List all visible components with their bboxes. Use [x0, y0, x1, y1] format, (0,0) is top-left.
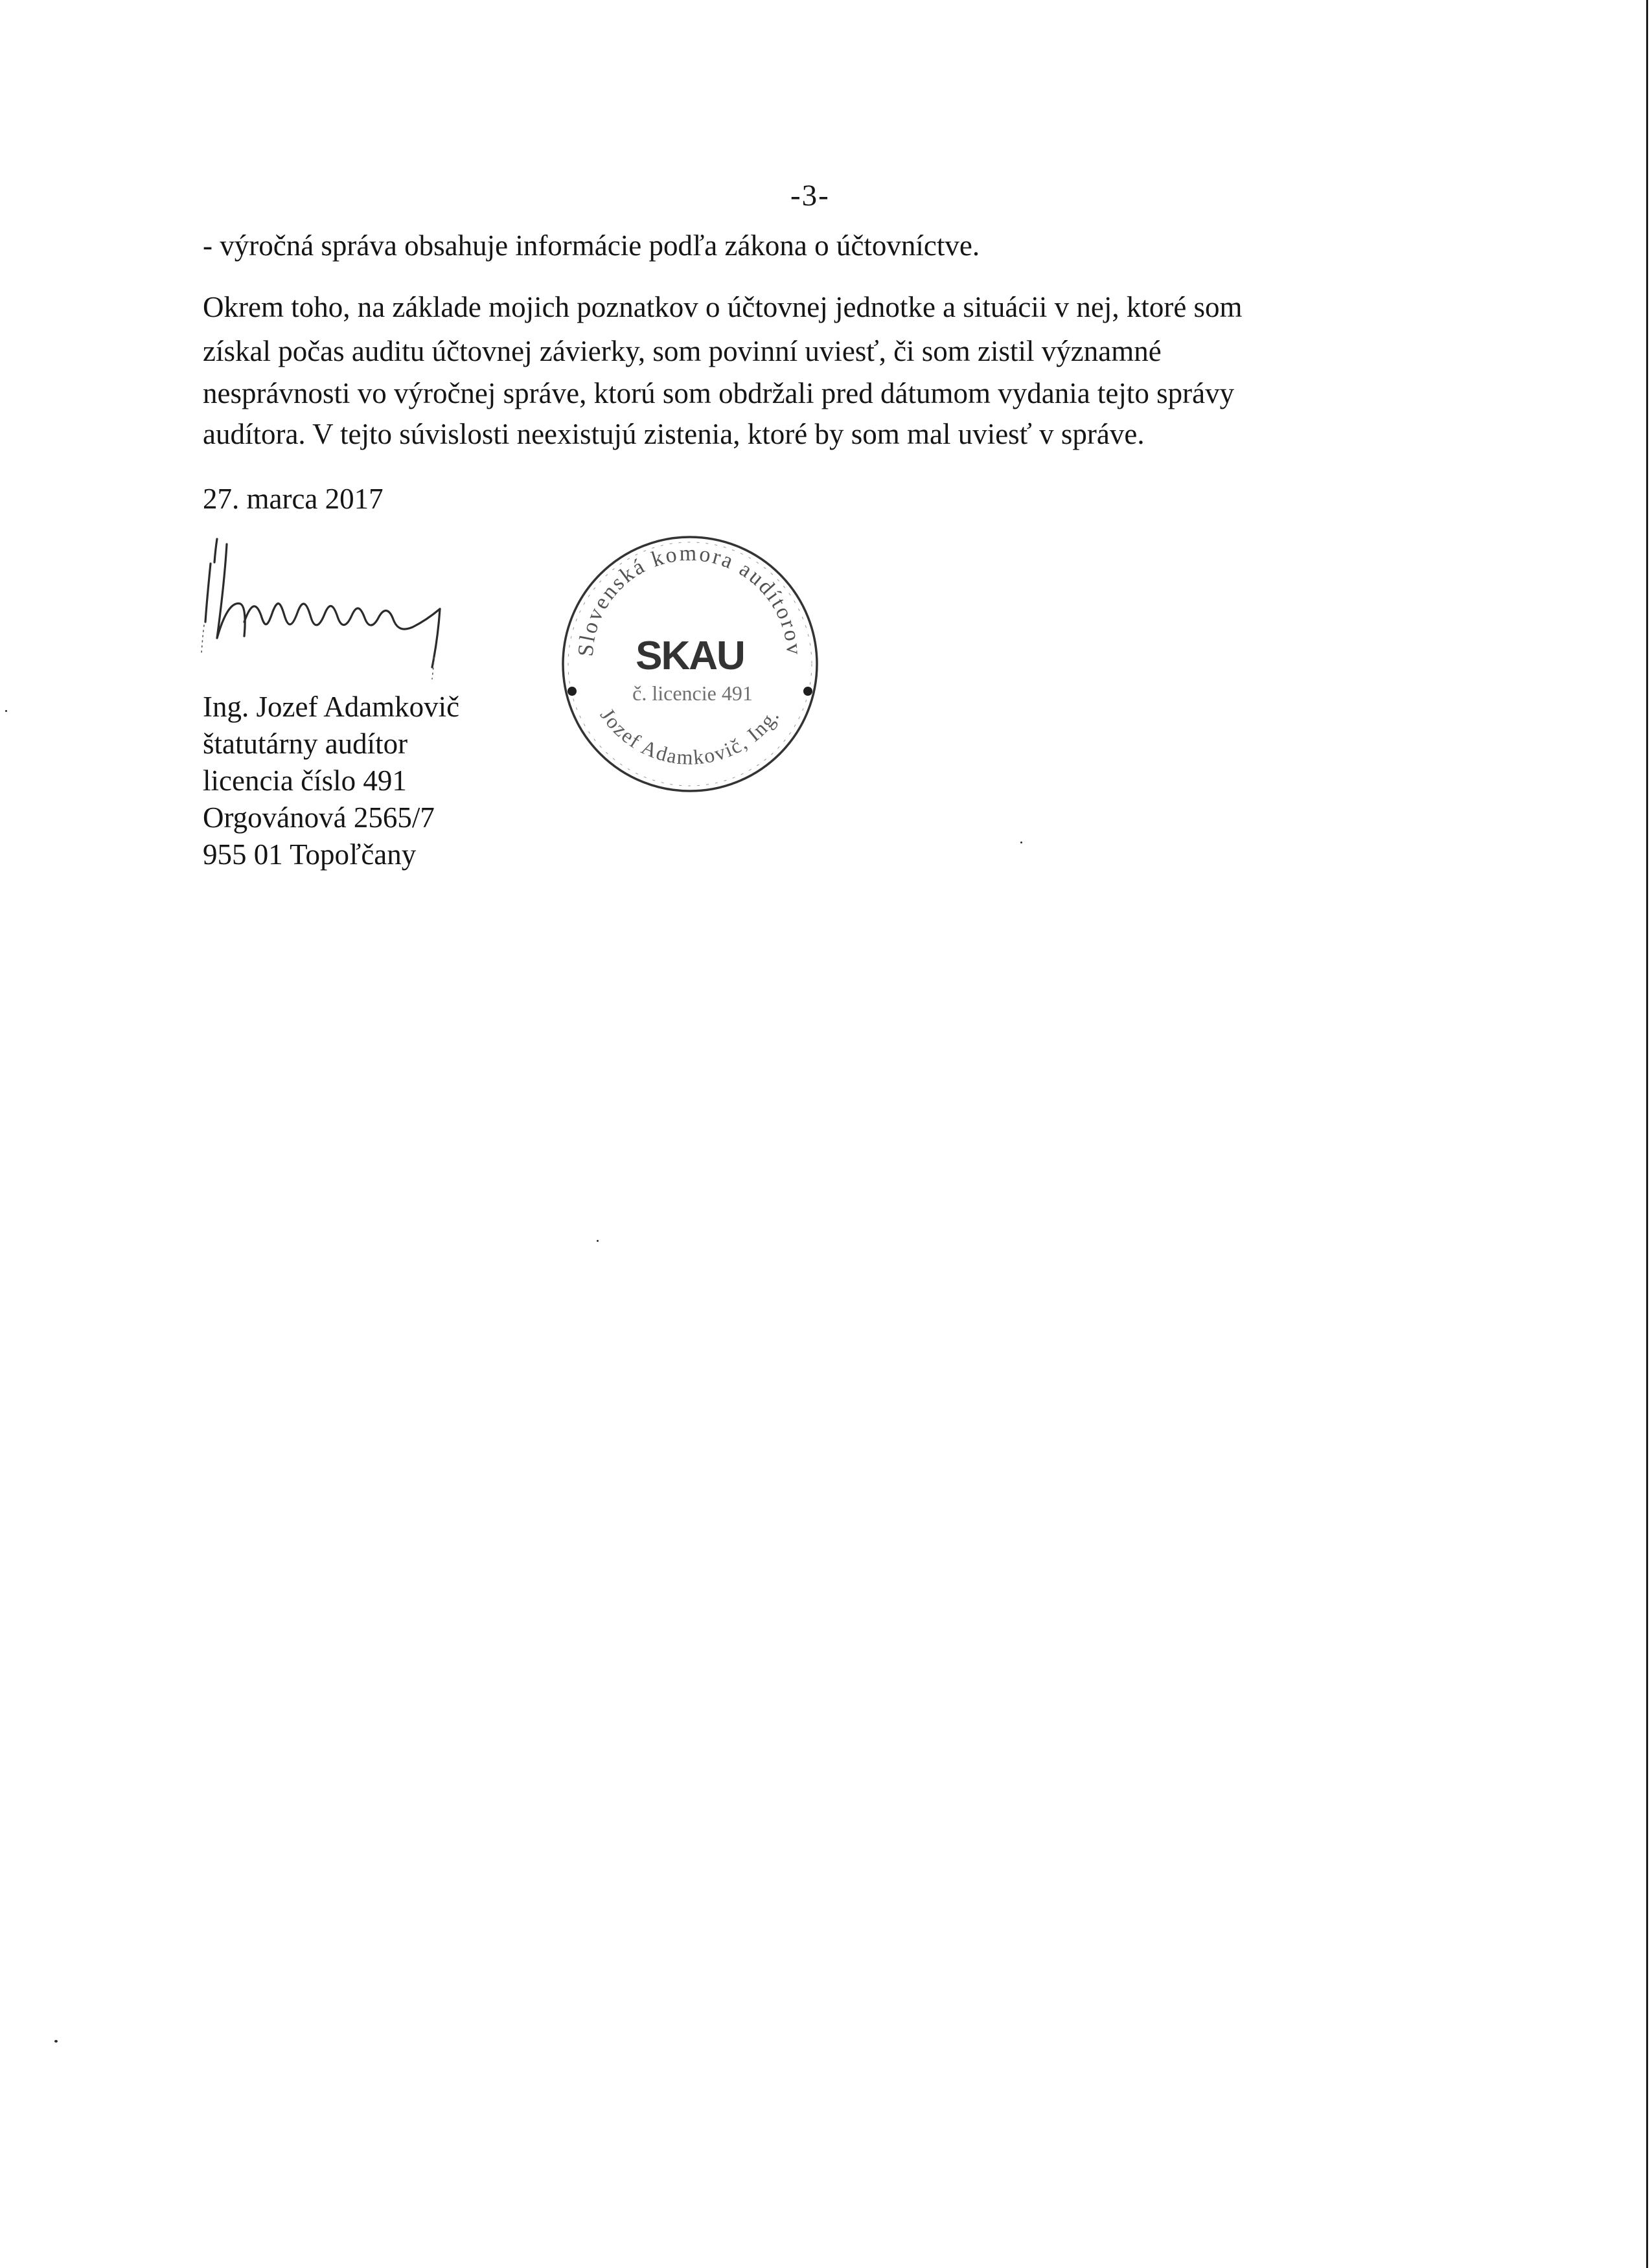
signer-block: [203, 689, 459, 873]
report-date: 27. marca 2017: [203, 483, 384, 515]
signer-street: Orgovánová 2565/7: [203, 801, 435, 834]
scan-speck: [1020, 842, 1022, 843]
body-line-3: získal počas auditu účtovnej závierky, som povinní uviesť, či som zistil významné: [203, 335, 1162, 367]
scan-speck: [5, 710, 7, 712]
signer-city: 955 01 Topoľčany: [203, 838, 417, 871]
stamp-dot-right: [803, 687, 812, 696]
auditor-stamp: [547, 521, 832, 807]
svg-text:Slovenská komora audítorov: Slovenská komora audítorov: [573, 541, 807, 658]
page-number: -3-: [790, 179, 830, 212]
stamp-logo: SKAU: [636, 634, 744, 678]
body-line-2: Okrem toho, na základe mojich poznatkov o účtovnej jednotke a situácii v nej, ktoré som: [203, 291, 1243, 323]
body-line-4: nesprávnosti vo výročnej správe, ktorú som obdržali pred dátumom vydania tejto správy: [203, 377, 1235, 409]
signer-role: štatutárny audítor: [203, 727, 408, 760]
signer-name: Ing. Jozef Adamkovič: [203, 691, 460, 723]
body-line-5: audítora. V tejto súvislosti neexistujú zistenia, ktoré by som mal uviesť v správe.: [203, 418, 1145, 450]
signer-license: licencia číslo 491: [203, 764, 407, 797]
scan-speck: [597, 1240, 599, 1242]
svg-text:Jozef Adamkovič, Ing.: Jozef Adamkovič, Ing.: [595, 704, 785, 770]
stamp-license-line: č. licencie 491: [632, 682, 753, 705]
stamp-dot-left: [568, 687, 577, 696]
scan-speck: [54, 2040, 58, 2043]
body-line-1: - výročná správa obsahuje informácie podľa zákona o účtovníctve.: [203, 229, 980, 262]
page-edge-line: [1646, 0, 1648, 2268]
signature-image: [178, 518, 476, 680]
